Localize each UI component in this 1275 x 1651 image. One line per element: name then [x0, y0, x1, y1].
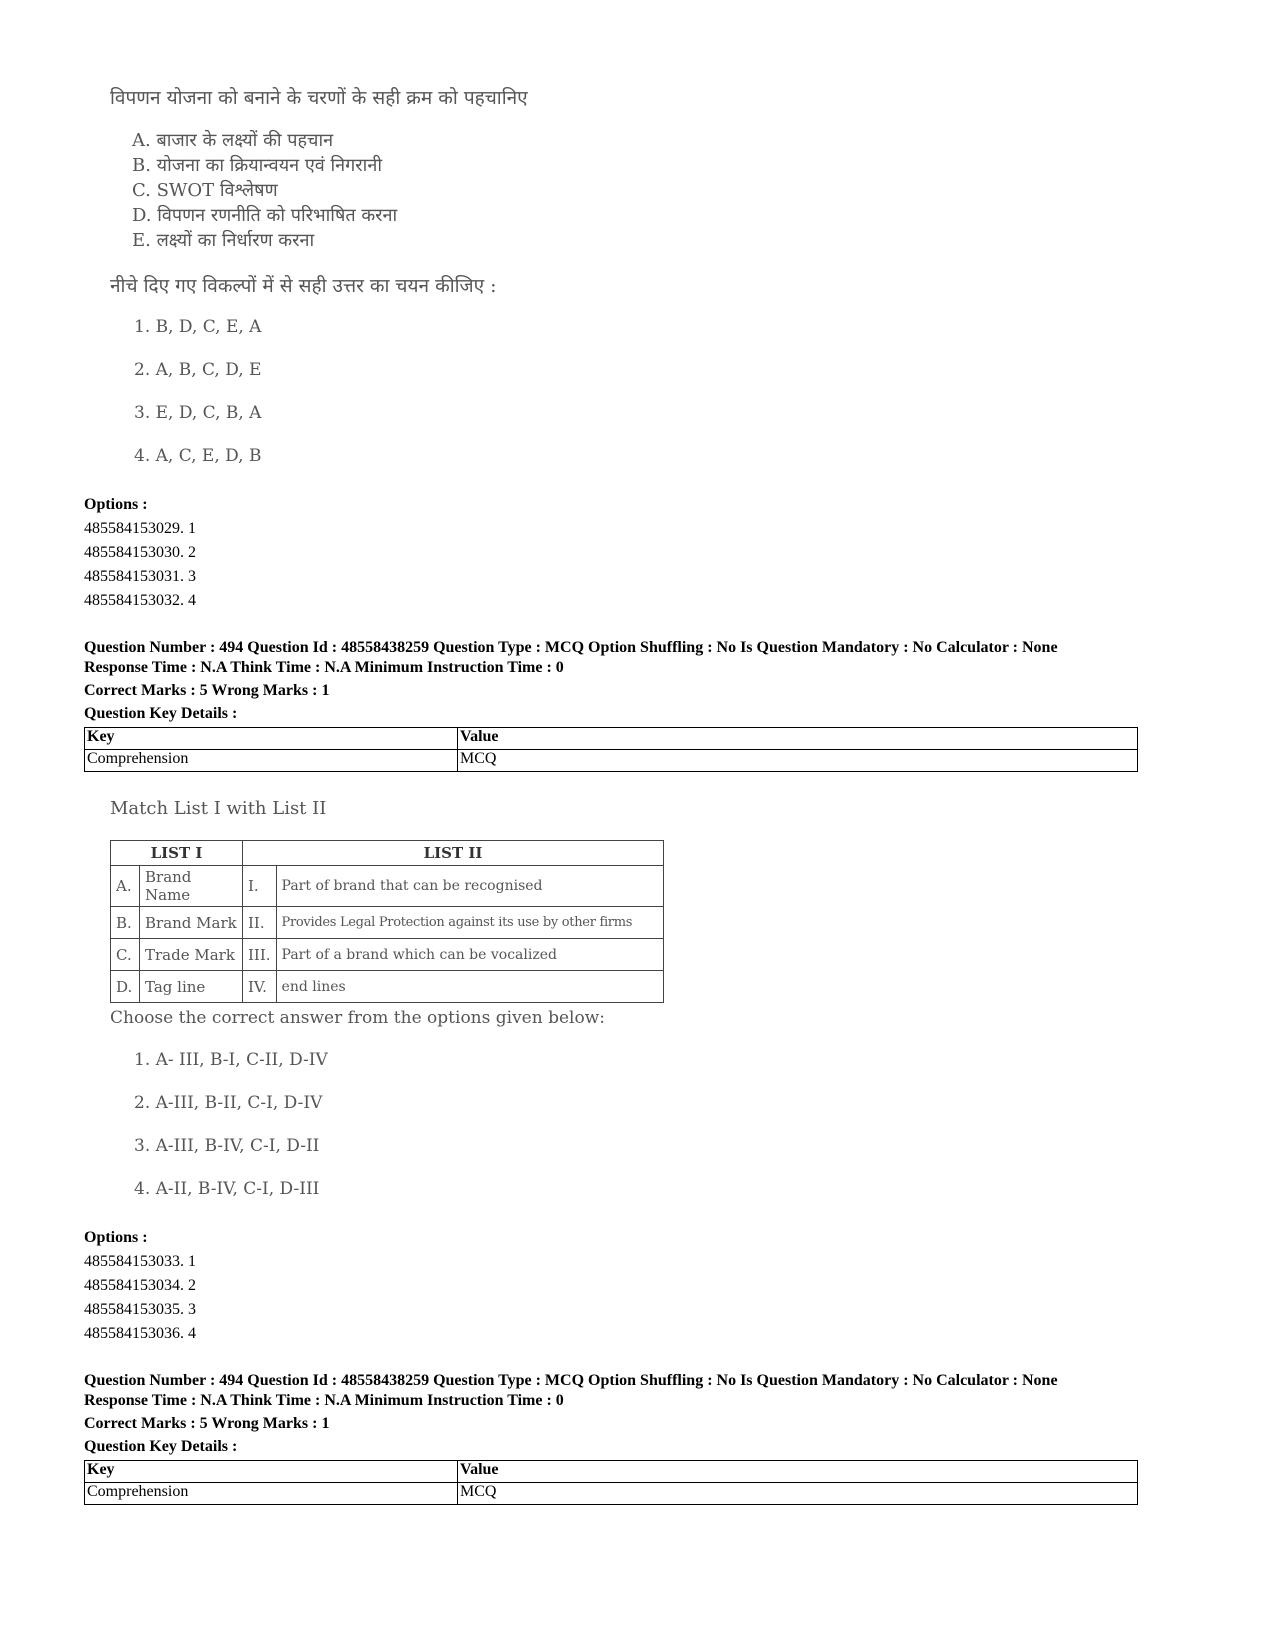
match-row [111, 939, 664, 971]
table-header-value: Value [458, 728, 1138, 750]
question-key-table [84, 727, 1138, 772]
table-cell-key: Comprehension [85, 750, 458, 772]
row-letter: B. [111, 907, 140, 939]
answer-choice: 1. A- III, B-I, C-II, D-IV [134, 1050, 328, 1070]
question-meta [84, 638, 1184, 724]
option-item: 485584153032. 4 [84, 592, 196, 609]
table-cell-value: MCQ [458, 1483, 1138, 1505]
options-block [84, 493, 196, 613]
table-header-value: Value [458, 1461, 1138, 1483]
question-meta-line2: Response Time : N.A Think Time : N.A Minimum Instruction Time : 0 [84, 659, 564, 676]
question-meta [84, 1371, 1184, 1457]
list1-item: Brand Name [140, 866, 243, 907]
table-row [85, 750, 1138, 772]
row-letter: A. [111, 866, 140, 907]
list1-item: Brand Mark [140, 907, 243, 939]
statement-item: E. लक्ष्यों का निर्धारण करना [132, 230, 315, 251]
table-header-row [85, 1461, 1138, 1483]
table-header-key: Key [85, 728, 458, 750]
table-cell-key: Comprehension [85, 1483, 458, 1505]
list2-header: LIST II [243, 841, 664, 866]
table-row [85, 1483, 1138, 1505]
option-item: 485584153029. 1 [84, 520, 196, 537]
match-list-table [110, 840, 664, 1003]
row-numeral: I. [243, 866, 277, 907]
answer-choice: 3. E, D, C, B, A [134, 403, 262, 423]
row-numeral: II. [243, 907, 277, 939]
match-row [111, 971, 664, 1003]
answer-choice: 3. A-III, B-IV, C-I, D-II [134, 1136, 320, 1156]
option-item: 485584153034. 2 [84, 1277, 196, 1294]
match-row [111, 866, 664, 907]
answer-choice: 2. A-III, B-II, C-I, D-IV [134, 1093, 323, 1113]
statement-item: B. योजना का क्रियान्वयन एवं निगरानी [132, 155, 382, 176]
option-item: 485584153033. 1 [84, 1253, 196, 1270]
table-header-row [85, 728, 1138, 750]
question-instruction: नीचे दिए गए विकल्पों में से सही उत्तर का चयन कीजिए : [110, 275, 497, 297]
match-header-row [111, 841, 664, 866]
question-meta-line1: Question Number : 494 Question Id : 48558438259 Question Type : MCQ Option Shuffling : No Is Question Mandatory : No Calculator : None [84, 639, 1058, 656]
list1-header: LIST I [111, 841, 243, 866]
options-label: Options : [84, 496, 148, 513]
row-letter: D. [111, 971, 140, 1003]
answer-choice: 2. A, B, C, D, E [134, 360, 262, 380]
question-title: Match List I with List II [110, 798, 327, 819]
question-meta-line2: Response Time : N.A Think Time : N.A Minimum Instruction Time : 0 [84, 1392, 564, 1409]
question-instruction: Choose the correct answer from the options given below: [110, 1008, 605, 1028]
option-item: 485584153036. 4 [84, 1325, 196, 1342]
options-block [84, 1226, 196, 1346]
question-key-label: Question Key Details : [84, 705, 238, 722]
list2-item: Part of a brand which can be vocalized [276, 939, 663, 971]
match-row [111, 907, 664, 939]
answer-choice: 4. A-II, B-IV, C-I, D-III [134, 1179, 320, 1199]
question-title: विपणन योजना को बनाने के चरणों के सही क्रम को पहचानिए [110, 87, 528, 109]
answer-choice: 1. B, D, C, E, A [134, 317, 262, 337]
question-key-table [84, 1460, 1138, 1505]
table-cell-value: MCQ [458, 750, 1138, 772]
option-item: 485584153030. 2 [84, 544, 196, 561]
statement-item: D. विपणन रणनीति को परिभाषित करना [132, 205, 398, 226]
option-item: 485584153031. 3 [84, 568, 196, 585]
question-key-label: Question Key Details : [84, 1438, 238, 1455]
table-header-key: Key [85, 1461, 458, 1483]
question-marks: Correct Marks : 5 Wrong Marks : 1 [84, 682, 330, 699]
options-label: Options : [84, 1229, 148, 1246]
question-marks: Correct Marks : 5 Wrong Marks : 1 [84, 1415, 330, 1432]
statement-item: C. SWOT विश्लेषण [132, 180, 278, 201]
row-numeral: III. [243, 939, 277, 971]
list2-item: Part of brand that can be recognised [276, 866, 663, 907]
list2-item: Provides Legal Protection against its use by other firms [276, 907, 663, 939]
list1-item: Tag line [140, 971, 243, 1003]
row-letter: C. [111, 939, 140, 971]
row-numeral: IV. [243, 971, 277, 1003]
answer-choice: 4. A, C, E, D, B [134, 446, 262, 466]
question-meta-line1: Question Number : 494 Question Id : 48558438259 Question Type : MCQ Option Shuffling : No Is Question Mandatory : No Calculator : None [84, 1372, 1058, 1389]
list1-item: Trade Mark [140, 939, 243, 971]
list2-item: end lines [276, 971, 663, 1003]
statement-item: A. बाजार के लक्ष्यों की पहचान [132, 130, 334, 151]
option-item: 485584153035. 3 [84, 1301, 196, 1318]
